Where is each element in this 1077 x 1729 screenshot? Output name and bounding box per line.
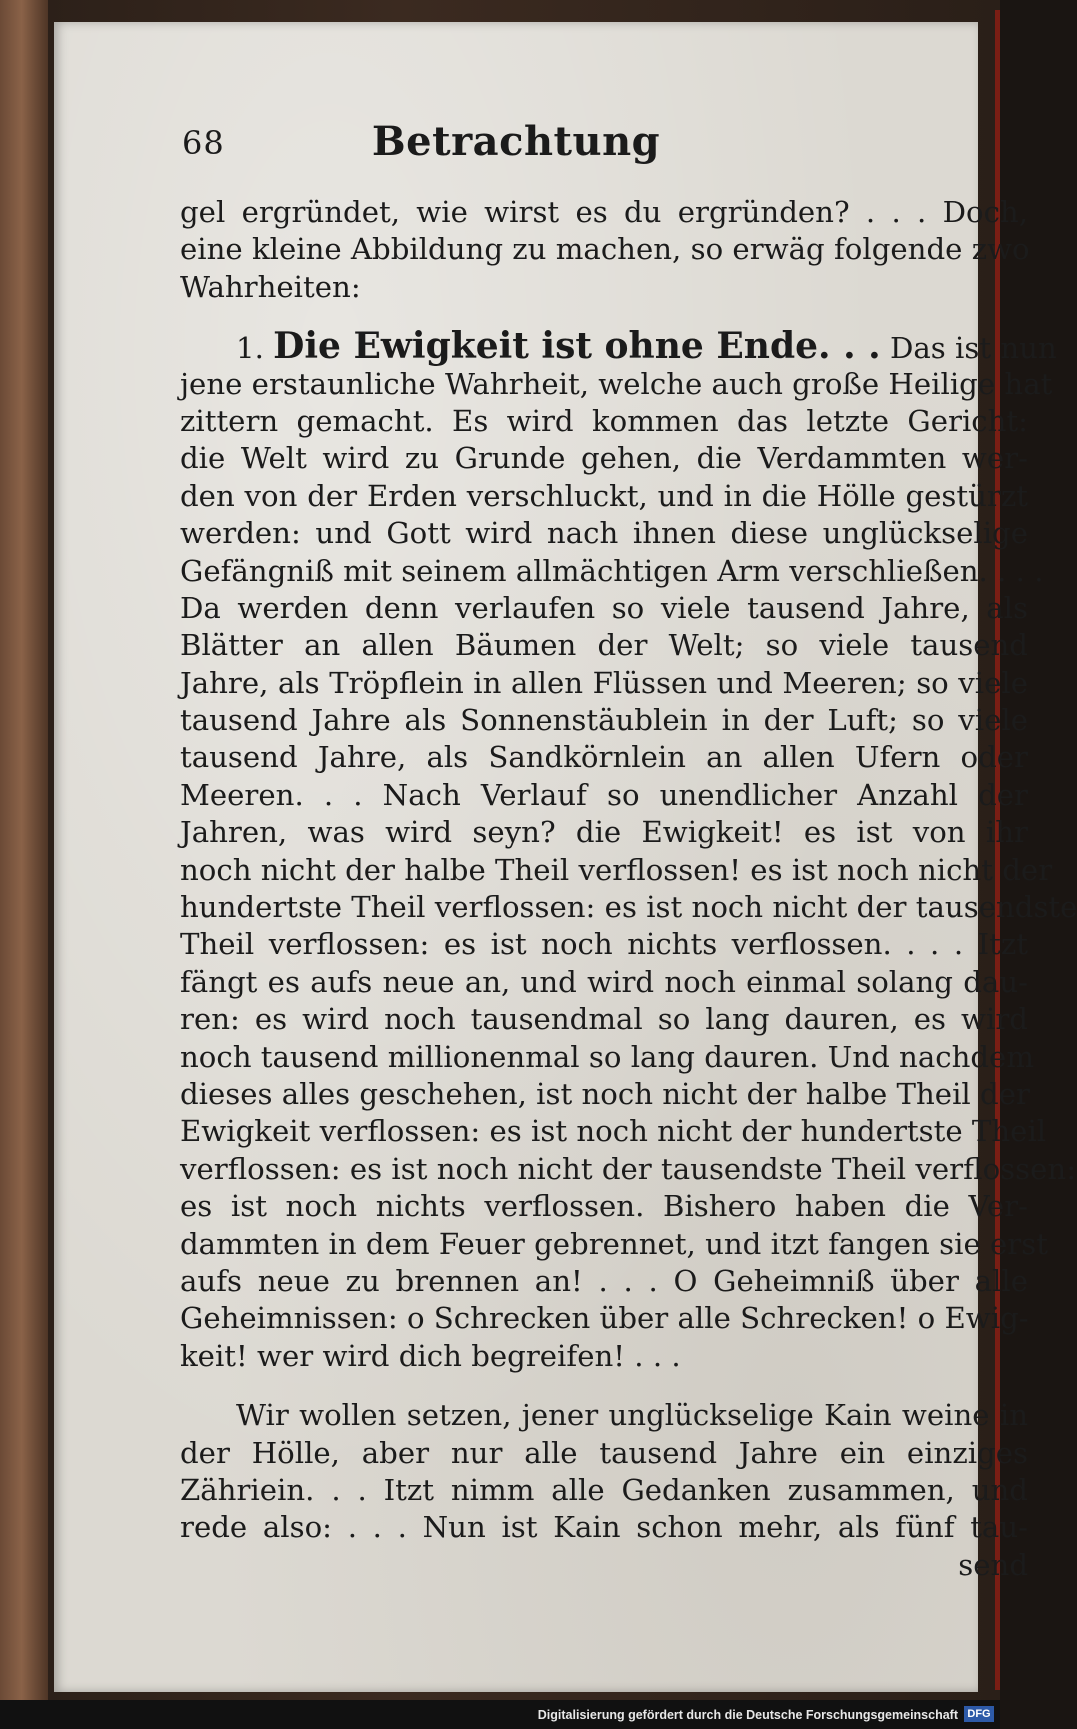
spacer — [180, 1375, 1028, 1397]
text-line: Jahre, als Tröpflein in allen Flüssen und Meeren; so viele — [180, 665, 1028, 700]
text-line: Zähriein. . . Itzt nimm alle Gedanken zusammen, und — [180, 1472, 1028, 1507]
dfg-logo: DFG — [964, 1706, 994, 1722]
text-line: Gefängniß mit seinem allmächtigen Arm verschließen. . . . — [180, 553, 1044, 588]
body-text — [180, 194, 1077, 1584]
paragraph — [180, 194, 1028, 306]
heading-text: Die Ewigkeit ist ohne Ende. . . — [273, 325, 881, 368]
text-line: die Welt wird zu Grunde gehen, die Verdammten wer- — [180, 441, 1028, 476]
text-line: Meeren. . . Nach Verlauf so unendlicher Anzahl der — [180, 777, 1028, 812]
text-line: ren: es wird noch tausendmal so lang dauren, es wird — [180, 1002, 1028, 1037]
text-line: keit! wer wird dich begreifen! . . . — [180, 1338, 681, 1373]
paragraph — [180, 325, 1077, 1375]
footer-credit: Digitalisierung gefördert durch die Deutsche Forschungsgemeinschaft — [537, 1708, 958, 1722]
text-line: es ist noch nichts verflossen. Bishero haben die Ver- — [180, 1189, 1028, 1224]
text-line: dieses alles geschehen, ist noch nicht der halbe Theil der — [180, 1076, 1030, 1111]
text-line: tausend Jahre als Sonnenstäublein in der Luft; so viele — [180, 703, 1028, 738]
text-line: Theil verflossen: es ist noch nichts verflossen. . . . Itzt — [180, 927, 1028, 962]
text-line: hundertste Theil verflossen: es ist noch nicht der tausendste — [180, 890, 1077, 925]
text-line: tausend Jahre, als Sandkörnlein an allen Ufern oder — [180, 740, 1028, 775]
text-line: eine kleine Abbildung zu machen, so erwäg folgende zwo — [180, 232, 1030, 267]
paragraph — [180, 1397, 1028, 1584]
text-line: Ewigkeit verflossen: es ist noch nicht der hundertste Theil — [180, 1114, 1047, 1149]
book-spine — [0, 0, 48, 1700]
text-line: Da werden denn verlaufen so viele tausend Jahre, als — [180, 590, 1028, 625]
text-line: den von der Erden verschluckt, und in die Hölle gestürzt — [180, 478, 1028, 513]
text-line: zittern gemacht. Es wird kommen das letzte Gericht: — [180, 403, 1028, 438]
page-number: 68 — [182, 124, 225, 162]
text-line: gel ergründet, wie wirst es du ergründen? . . . Doch, — [180, 195, 1028, 229]
catchword: send — [958, 1547, 1028, 1582]
heading-line — [180, 325, 1057, 368]
text-line: noch nicht der halbe Theil verflossen! es ist noch nicht der — [180, 852, 1053, 887]
text-line: fängt es aufs neue an, und wird noch einmal solang dau- — [180, 964, 1028, 999]
text-line: noch tausend millionenmal so lang dauren. Und nachdem — [180, 1039, 1035, 1074]
heading-number: 1. — [236, 331, 264, 366]
text-line: Wahrheiten: — [180, 269, 361, 304]
text-line: rede also: . . . Nun ist Kain schon mehr, als fünf tau- — [180, 1510, 1028, 1545]
text-line: aufs neue zu brennen an! . . . O Geheimniß über alle — [180, 1263, 1028, 1298]
text-line: Jahren, was wird seyn? die Ewigkeit! es ist von ihr — [180, 815, 1028, 850]
book-page — [54, 22, 1077, 1692]
text-line: Blätter an allen Bäumen der Welt; so viele tausend — [180, 628, 1028, 663]
text-line: dammten in dem Feuer gebrennet, und itzt fangen sie erst — [180, 1226, 1048, 1261]
text-line: verflossen: es ist noch nicht der tausendste Theil verflossen: — [180, 1151, 1077, 1186]
text-line: der Hölle, aber nur alle tausend Jahre ein einziges — [180, 1435, 1028, 1470]
running-head — [54, 114, 978, 174]
text-line: Das ist nun — [889, 331, 1057, 366]
running-title: Betrachtung — [371, 118, 661, 165]
text-line: jene erstaunliche Wahrheit, welche auch große Heilige hat — [180, 366, 1053, 401]
text-line: Geheimnissen: o Schrecken über alle Schrecken! o Ewig- — [180, 1301, 1029, 1336]
text-line: Wir wollen setzen, jener unglückselige Kain weine in — [236, 1398, 1028, 1433]
text-line: werden: und Gott wird nach ihnen diese unglückselige — [180, 516, 1028, 551]
